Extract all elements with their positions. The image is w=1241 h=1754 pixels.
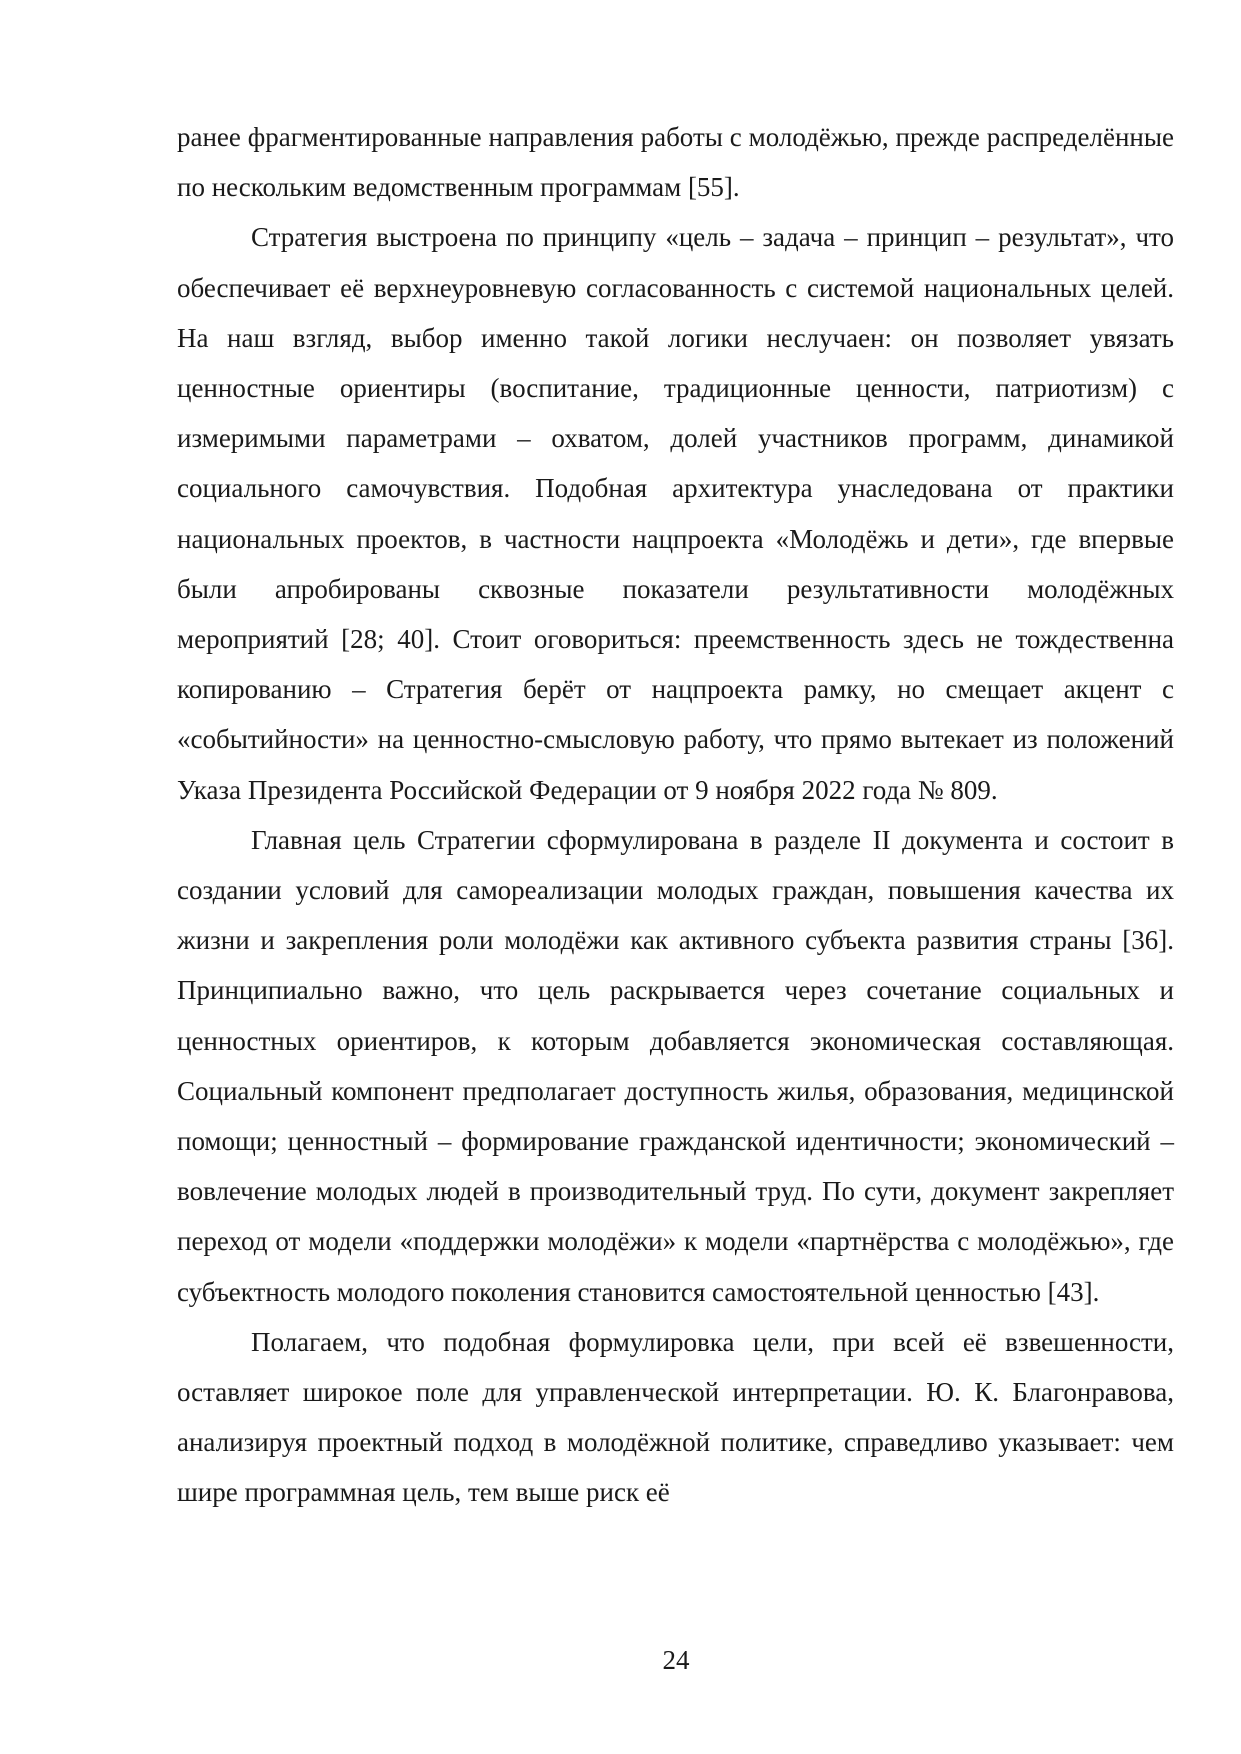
paragraph-1: ранее фрагментированные направления работы с молодёжью, прежде распределённые по нескольким ведомственным программам [55]. bbox=[177, 122, 1174, 203]
paragraph-3: Главная цель Стратегии сформулирована в разделе II документа и состоит в создании условий для самореализации молодых граждан, повышения качества их жизни и закрепления роли молодёжи как активного субъекта развития страны [36]. Принципиально важно, что цель раскрывается через сочетание социальных и ценностных ориентиров, к которым добавляется экономическая составляющая. Социальный компонент предполагает доступность жилья, образования, медицинской помощи; ценностный – формирование гражданской идентичности; экономический – вовлечение молодых людей в производительный труд. По сути, документ закрепляет переход от модели «поддержки молодёжи» к модели «партнёрства с молодёжью», где субъектность молодого поколения становится самостоятельной ценностью [43]. bbox=[177, 824, 1174, 1307]
paragraph-2: Стратегия выстроена по принципу «цель – задача – принцип – результат», что обеспечивает её верхнеуровневую согласованность с системой национальных целей. На наш взгляд, выбор именно такой логики неслучаен: он позволяет увязать ценностные ориентиры (воспитание, традиционные ценности, патриотизм) с измеримыми параметрами – охватом, долей участников программ, динамикой социального самочувствия. Подобная архитектура унаследована от практики национальных проектов, в частности нацпроекта «Молодёжь и дети», где впервые были апробированы сквозные показатели результативности молодёжных мероприятий [28; 40]. Стоит оговориться: преемственность здесь не тождественна копированию – Стратегия берёт от нацпроекта рамку, но смещает акцент с «событийности» на ценностно-смысловую работу, что прямо вытекает из положений Указа Президента Российской Федерации от 9 ноября 2022 года № 809. bbox=[177, 222, 1174, 805]
page-number: 24 bbox=[662, 1645, 690, 1675]
paragraph-4: Полагаем, что подобная формулировка цели, при всей её взвешенности, оставляет широкое поле для управленческой интерпретации. Ю. К. Благонравова, анализируя проектный подход в молодёжной политике, справедливо указывает: чем шире программная цель, тем выше риск её bbox=[177, 1326, 1174, 1508]
document-body bbox=[177, 112, 1174, 1518]
